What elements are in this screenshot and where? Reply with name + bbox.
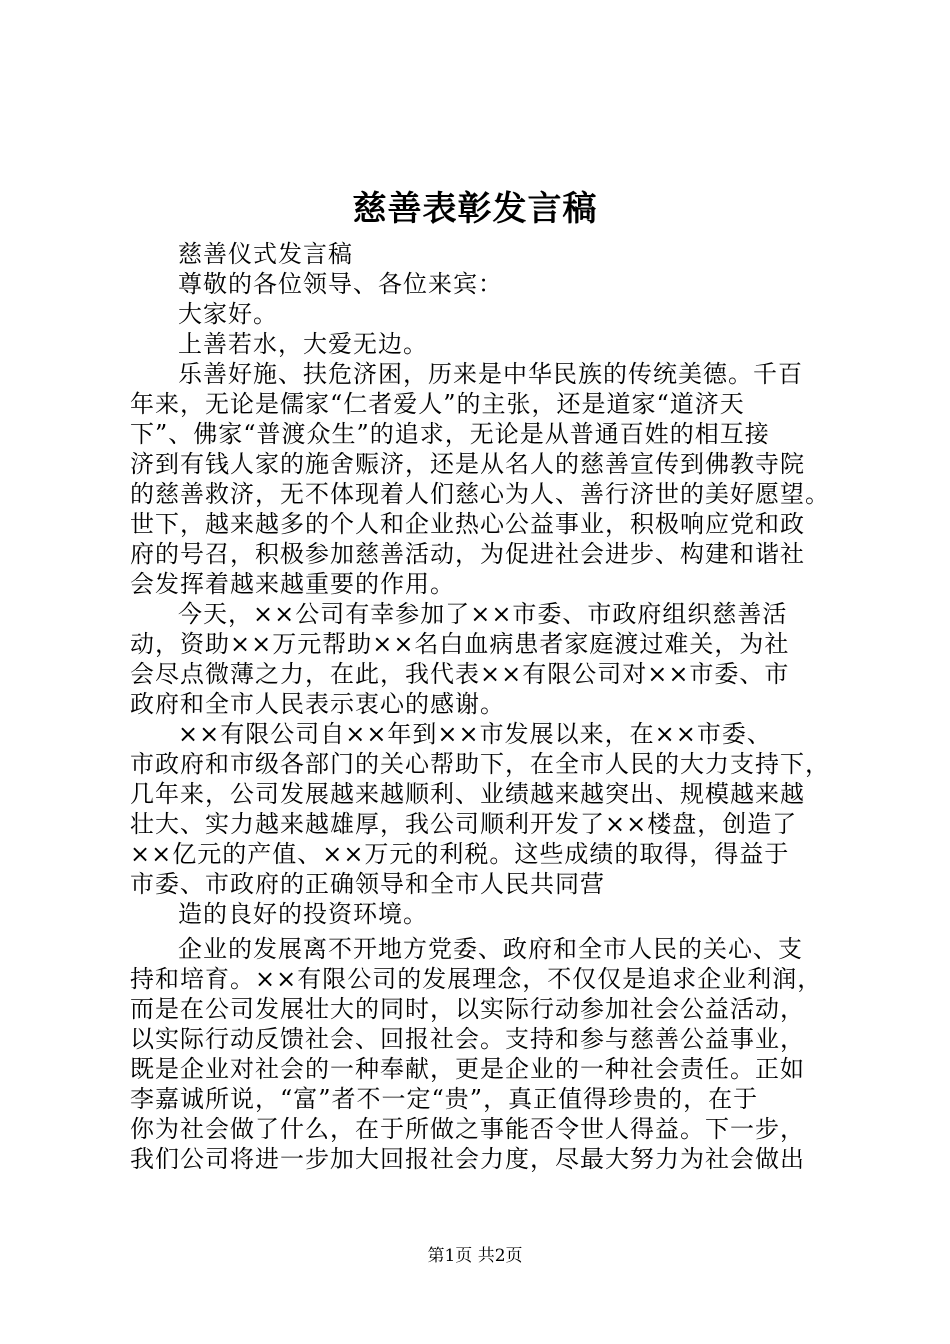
paragraph-line: 几年来，公司发展越来越顺利、业绩越来越突出、规模越来越 (130, 780, 805, 808)
paragraph-line: ××亿元的产值、××万元的利税。这些成绩的取得，得益于 (130, 840, 790, 868)
paragraph-line: 会发挥着越来越重要的作用。 (130, 570, 455, 598)
document-title: 慈善表彰发言稿 (352, 189, 598, 229)
paragraph-line: 府的号召，积极参加慈善活动，为促进社会进步、构建和谐社 (130, 540, 805, 568)
paragraph-line: 造的良好的投资环境。 (178, 900, 428, 928)
paragraph-line: 壮大、实力越来越雄厚，我公司顺利开发了××楼盘，创造了 (130, 810, 798, 838)
paragraph-line: 今天，××公司有幸参加了××市委、市政府组织慈善活 (178, 600, 788, 628)
paragraph-line: 济到有钱人家的施舍赈济，还是从名人的慈善宣传到佛教寺院 (130, 450, 805, 478)
paragraph-line: 下”、佛家“普渡众生”的追求，无论是从普通百姓的相互接 (130, 420, 770, 448)
paragraph-line: 市政府和市级各部门的关心帮助下，在全市人民的大力支持下， (130, 750, 830, 778)
paragraph-line: 世下，越来越多的个人和企业热心公益事业，积极响应党和政 (130, 510, 805, 538)
paragraph-line: 既是企业对社会的一种奉献，更是企业的一种社会责任。正如 (130, 1055, 805, 1083)
paragraph-line: 我们公司将进一步加大回报社会力度，尽最大努力为社会做出 (130, 1145, 805, 1173)
paragraph-line: 李嘉诚所说，“富”者不一定“贵”，真正值得珍贵的，在于 (130, 1085, 759, 1113)
paragraph-line: 动，资助××万元帮助××名白血病患者家庭渡过难关，为社 (130, 630, 790, 658)
paragraph-line: 慈善仪式发言稿 (178, 240, 353, 268)
paragraph-line: ××有限公司自××年到××市发展以来，在××市委、 (178, 720, 772, 748)
paragraph-line: 大家好。 (178, 300, 278, 328)
paragraph-line: 持和培育。××有限公司的发展理念，不仅仅是追求企业利润， (130, 965, 823, 993)
paragraph-line: 你为社会做了什么，在于所做之事能否令世人得益。下一步， (130, 1115, 805, 1143)
paragraph-line: 年来，无论是儒家“仁者爱人”的主张，还是道家“道济天 (130, 390, 745, 418)
paragraph-line: 市委、市政府的正确领导和全市人民共同营 (130, 870, 605, 898)
paragraph-line: 以实际行动反馈社会、回报社会。支持和参与慈善公益事业， (130, 1025, 805, 1053)
paragraph-line: 乐善好施、扶危济困，历来是中华民族的传统美德。千百 (178, 360, 803, 388)
paragraph-line: 上善若水，大爱无边。 (178, 330, 428, 358)
paragraph-line: 政府和全市人民表示衷心的感谢。 (130, 690, 505, 718)
paragraph-line: 的慈善救济，无不体现着人们慈心为人、善行济世的美好愿望。 (130, 480, 830, 508)
page-number-footer: 第1页 共2页 (427, 1246, 523, 1266)
paragraph-line: 企业的发展离不开地方党委、政府和全市人民的关心、支 (178, 935, 803, 963)
paragraph-line: 会尽点微薄之力，在此，我代表××有限公司对××市委、市 (130, 660, 790, 688)
paragraph-line: 尊敬的各位领导、各位来宾： (178, 270, 503, 298)
paragraph-line: 而是在公司发展壮大的同时，以实际行动参加社会公益活动， (130, 995, 805, 1023)
